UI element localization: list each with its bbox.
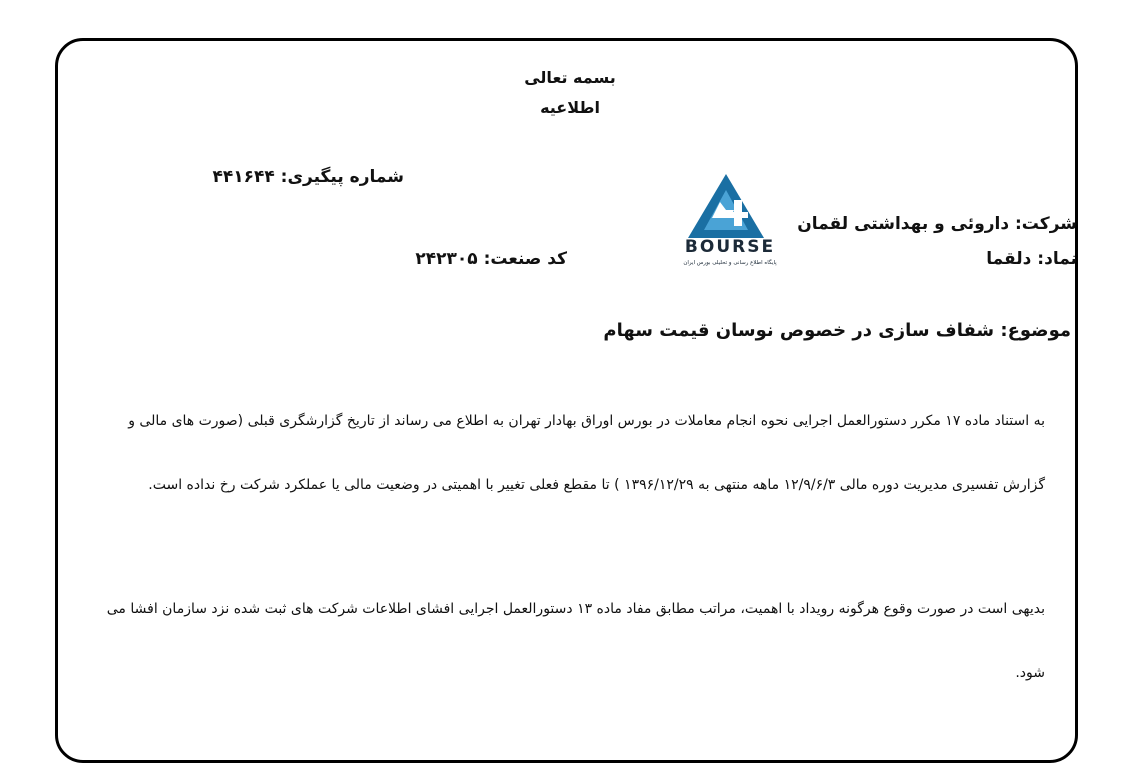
- company-name: شرکت: داروئی و بهداشتی لقمان: [797, 214, 1077, 234]
- stock-symbol: نماد: دلقما: [986, 249, 1077, 269]
- body-paragraph-2: گزارش تفسیری مدیریت دوره مالی ۱۲/۹/۶/۳ ماهه منتهی به ۱۳۹۶/۱۲/۲۹ ) تا مقطع فعلی تغییر با اهمیتی در وضعیت مالی یا عملکرد شرکت رخ نداده است.: [148, 477, 1045, 493]
- logo-wordmark: BOURSE: [684, 237, 776, 257]
- logo-tagline: پایگاه اطلاع رسانی و تحلیلی بورس ایران: [683, 260, 777, 266]
- body-paragraph-4: شود.: [1015, 665, 1045, 681]
- bourse-logo: [664, 152, 796, 270]
- document-frame: [55, 38, 1078, 763]
- bourse-logo-mark: [664, 152, 796, 270]
- body-paragraph-3: بدیهی است در صورت وقوع هرگونه رویداد با اهمیت، مراتب مطابق مفاد ماده ۱۳ دستورالعمل اجرایی افشای اطلاعات شرکت های ثبت شده نزد سازمان افشا می: [106, 601, 1045, 617]
- subject-line: موضوع: شفاف سازی در خصوص نوسان قیمت سهام: [603, 320, 1071, 341]
- body-paragraph-1: به استناد ماده ۱۷ مکرر دستورالعمل اجرایی نحوه انجام معاملات در بورس اوراق بهادار تهران به اطلاع می رساند از تاریخ گزارشگری قبلی (صورت های مالی و: [128, 413, 1045, 429]
- tracking-number: شماره پیگیری: ۴۴۱۶۴۴: [212, 167, 404, 187]
- industry-code: کد صنعت: ۲۴۲۳۰۵: [415, 249, 567, 269]
- header-basmala: بسمه تعالی: [524, 68, 616, 87]
- header-announcement: اطلاعیه: [540, 98, 600, 117]
